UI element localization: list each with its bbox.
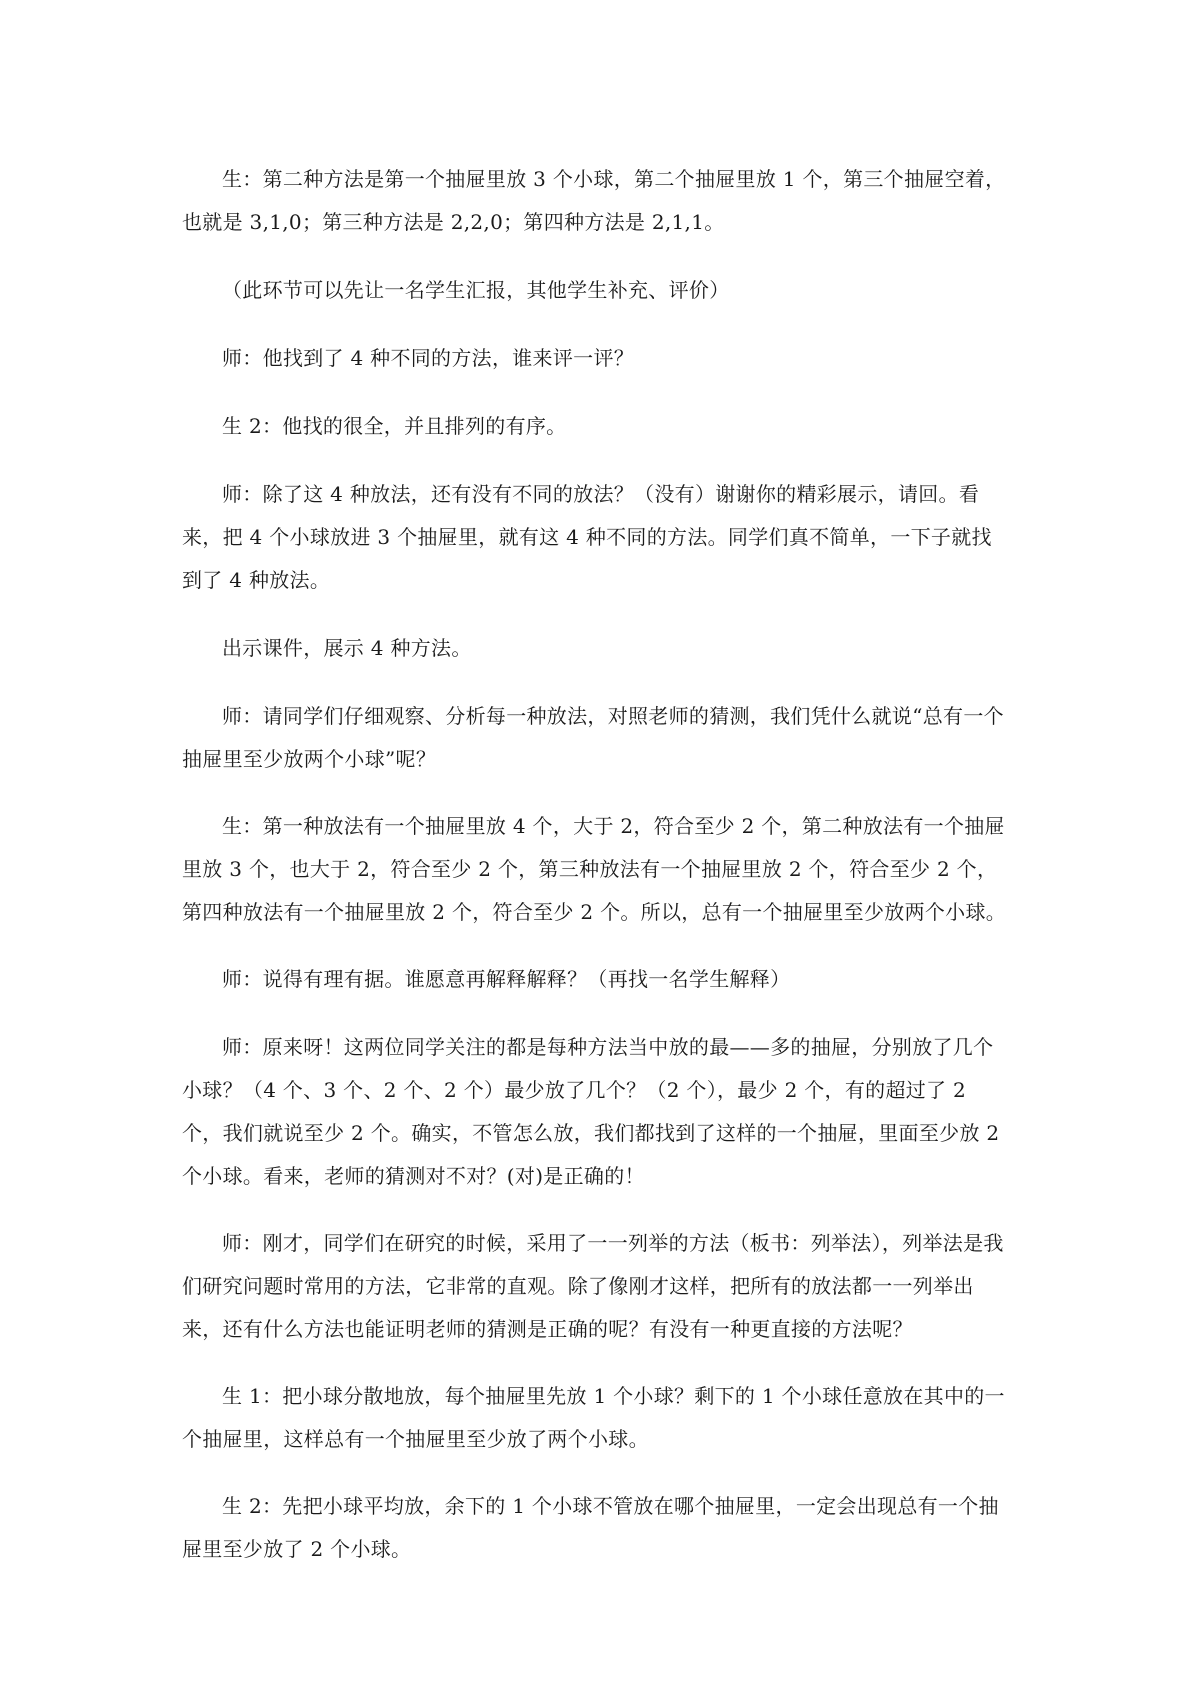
paragraph-student-analysis: 生：第一种放法有一个抽屉里放 4 个，大于 2，符合至少 2 个，第二种放法有一个抽屉里放 3 个，也大于 2，符合至少 2 个，第三种放法有一个抽屉里放 2 个，符合至少 2 个，第四种放法有一个抽屉里放 2 个，符合至少 2 个。所以，总有一个抽屉里至少放两个小球。 — [182, 814, 1007, 924]
paragraph-show-courseware: 出示课件，展示 4 种方法。 — [222, 636, 472, 660]
paragraph-teacher-summary: 师：除了这 4 种放法，还有没有不同的放法？（没有）谢谢你的精彩展示，请回。看来，把 4 个小球放进 3 个抽屉里，就有这 4 种不同的方法。同学们真不简单，一下子就找到了 4 种放法。 — [182, 482, 992, 592]
paragraph-student1-method: 生 1：把小球分散地放，每个抽屉里先放 1 个小球？剩下的 1 个小球任意放在其中的一个抽屉里，这样总有一个抽屉里至少放了两个小球。 — [182, 1384, 1005, 1451]
paragraph-teacher-question: 师：请同学们仔细观察、分析每一种放法，对照老师的猜测，我们凭什么就说“总有一个抽屉里至少放两个小球”呢？ — [182, 704, 1004, 771]
paragraph-teacher-reasoning: 师：说得有理有据。谁愿意再解释解释？（再找一名学生解释） — [222, 967, 791, 991]
paragraph-student-methods: 生：第二种方法是第一个抽屉里放 3 个小球，第二个抽屉里放 1 个，第三个抽屉空着，也就是 3,1,0；第三种方法是 2,2,0；第四种方法是 2,1,1。 — [182, 167, 1006, 234]
paragraph-teaching-note: （此环节可以先让一名学生汇报，其他学生补充、评价） — [222, 278, 730, 302]
paragraph-teacher-conclusion: 师：原来呀！这两位同学关注的都是每种方法当中放的最——多的抽屉，分别放了几个小球？（4 个、3 个、2 个、2 个）最少放了几个？（2 个），最少 2 个，有的超过了 2 个，我们就说至少 2 个。确实，不管怎么放，我们都找到了这样的一个抽屉，里面至少放 2 个小球。看来，老师的猜测对不对？(对)是正确的！ — [182, 1035, 1000, 1188]
paragraph-teacher-enumeration: 师：刚才，同学们在研究的时候，采用了一一列举的方法（板书：列举法），列举法是我们研究问题时常用的方法，它非常的直观。除了像刚才这样，把所有的放法都一一列举出来，还有什么方法也能证明老师的猜测是正确的呢？有没有一种更直接的方法呢？ — [182, 1231, 1004, 1341]
document-body — [182, 158, 1012, 1571]
paragraph-student2-method: 生 2：先把小球平均放，余下的 1 个小球不管放在哪个抽屉里，一定会出现总有一个抽屉里至少放了 2 个小球。 — [182, 1494, 999, 1561]
paragraph-teacher-evaluate: 师：他找到了 4 种不同的方法，谁来评一评？ — [222, 346, 635, 370]
paragraph-student2-comment: 生 2：他找的很全，并且排列的有序。 — [222, 414, 567, 438]
